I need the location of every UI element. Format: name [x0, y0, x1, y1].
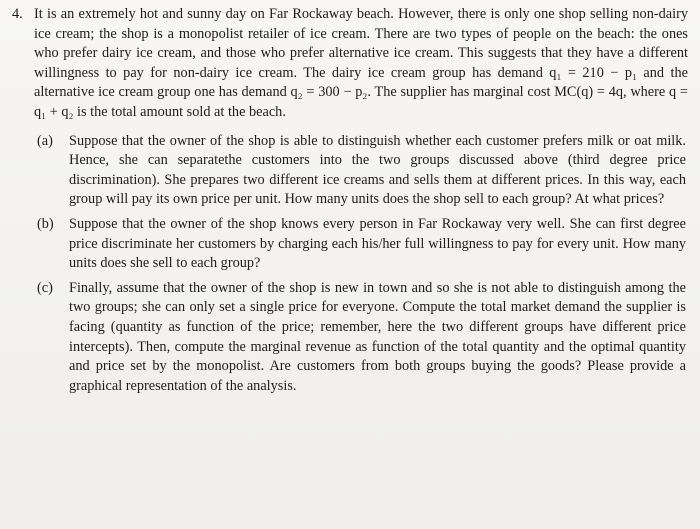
part-a-text: Suppose that the owner of the shop is able to distinguish whether each customer prefers milk or oat milk. Hence, she can separatethe customers into the two groups discussed above (third degree price discrimination). She prepares two different ice creams and sells them at different prices. In this way, each group will pay its own price per unit. How many units does the shop sell to each group? At what prices?: [69, 132, 686, 208]
problem-statement: It is an extremely hot and sunny day on Far Rockaway beach. However, there is only one shop selling non-dairy ice cream; the shop is a monopolist retailer of ice cream. There are two types of people on the beach: the ones who prefer dairy ice cream, and those who prefer alternative ice cream. This suggests that they have a different willingness to pay for non-dairy ice cream. The dairy ice cream group has demand q₁ = 210 − p₁ and the alternative ice cream group one has demand q₂ = 300 − p₂. The supplier has marginal cost MC(q) = 4q, where q = q₁ + q₂ is the total amount sold at the beach.: [34, 6, 688, 120]
subparts-list: [12, 132, 688, 397]
part-b-text: Suppose that the owner of the shop knows every person in Far Rockaway very well. She can first degree price discriminate her customers by charging each his/her full willingness to pay for every unit. How many units does she sell to each group?: [69, 215, 686, 272]
part-a: [37, 132, 686, 210]
part-c-label: (c): [37, 279, 53, 296]
part-c: [37, 279, 686, 397]
problem-4: [12, 5, 688, 123]
problem-number: 4.: [12, 6, 23, 22]
part-a-label: (a): [37, 132, 53, 149]
part-b: [37, 215, 686, 274]
part-c-text: Finally, assume that the owner of the shop is new in town and so she is not able to distinguish among the two groups; she can only set a single price for everyone. Compute the total market demand the supplier is facing (quantity as function of the price; remember, here the two different groups have different price intercepts). Then, compute the marginal revenue as function of the total quantity and the optimal quantity and price set by the monopolist. Are customers from both groups buying the goods? Please provide a graphical representation of the analysis.: [69, 279, 686, 394]
part-b-label: (b): [37, 215, 54, 232]
